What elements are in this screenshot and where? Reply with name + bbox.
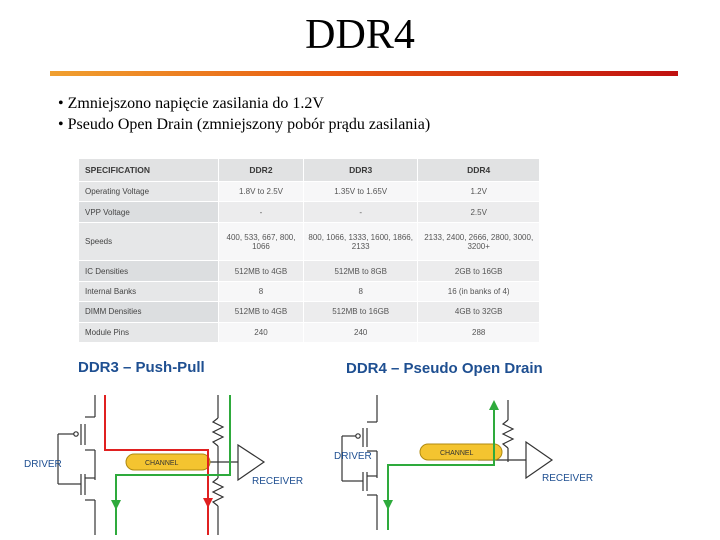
table-cell: 2GB to 16GB: [418, 261, 540, 281]
channel-label: CHANNEL: [440, 450, 474, 457]
table-row: [79, 302, 540, 322]
table-cell: Operating Voltage: [79, 182, 219, 202]
table-cell: DIMM Densities: [79, 302, 219, 322]
table-cell: 1.2V: [418, 182, 540, 202]
spec-table: [78, 158, 540, 343]
table-cell: 8: [303, 281, 417, 301]
diagram-title: DDR3 – Push-Pull: [78, 359, 205, 376]
header-cell: DDR3: [303, 159, 417, 182]
receiver-buffer-icon: [238, 445, 264, 480]
table-row: [79, 222, 540, 261]
table-cell: 2133, 2400, 2666, 2800, 3000, 3200+: [418, 222, 540, 261]
termination-resistors: [213, 395, 223, 535]
table-cell: 2.5V: [418, 202, 540, 222]
arrow-down-icon: [383, 500, 393, 510]
header-cell: DDR4: [418, 159, 540, 182]
bullet-list: [58, 93, 430, 135]
bullet-item: • Zmniejszono napięcie zasilania do 1.2V: [58, 93, 430, 114]
table-cell: 512MB to 4GB: [219, 261, 304, 281]
table-cell: VPP Voltage: [79, 202, 219, 222]
ddr3-push-pull-diagram: [20, 350, 320, 540]
slide-title: DDR4: [305, 12, 415, 58]
table-cell: Internal Banks: [79, 281, 219, 301]
ddr4-pod-diagram: [328, 350, 628, 540]
current-path-green: [388, 405, 494, 530]
driver-label: DRIVER: [24, 459, 62, 470]
channel-label: CHANNEL: [145, 460, 179, 467]
table-row: [79, 322, 540, 342]
header-cell: SPECIFICATION: [79, 159, 219, 182]
table-cell: IC Densities: [79, 261, 219, 281]
driver-label: DRIVER: [334, 451, 372, 462]
title-divider: [50, 71, 678, 76]
driver-circuit: [58, 395, 95, 535]
termination-resistor: [503, 400, 513, 462]
table-cell: 288: [418, 322, 540, 342]
table-cell: 400, 533, 667, 800, 1066: [219, 222, 304, 261]
header-cell: DDR2: [219, 159, 304, 182]
receiver-label: RECEIVER: [252, 476, 304, 487]
table-cell: 1.35V to 1.65V: [303, 182, 417, 202]
table-cell: 8: [219, 281, 304, 301]
table-cell: 16 (in banks of 4): [418, 281, 540, 301]
table-cell: Speeds: [79, 222, 219, 261]
table-cell: 1.8V to 2.5V: [219, 182, 304, 202]
table-header-row: [79, 159, 540, 182]
table-cell: 4GB to 32GB: [418, 302, 540, 322]
diagram-title: DDR4 – Pseudo Open Drain: [346, 360, 543, 377]
arrow-down-icon: [111, 500, 121, 510]
table-cell: 512MB to 8GB: [303, 261, 417, 281]
bullet-item: • Pseudo Open Drain (zmniejszony pobór prądu zasilania): [58, 114, 430, 135]
table-cell: -: [303, 202, 417, 222]
table-cell: 512MB to 16GB: [303, 302, 417, 322]
table-cell: 240: [303, 322, 417, 342]
table-row: [79, 202, 540, 222]
driver-circuit: [342, 395, 377, 530]
receiver-label: RECEIVER: [542, 473, 594, 484]
table-cell: -: [219, 202, 304, 222]
arrow-up-icon: [489, 400, 499, 410]
table-cell: 800, 1066, 1333, 1600, 1866, 2133: [303, 222, 417, 261]
table-cell: 240: [219, 322, 304, 342]
table-row: [79, 261, 540, 281]
table-cell: 512MB to 4GB: [219, 302, 304, 322]
table-cell: Module Pins: [79, 322, 219, 342]
arrow-down-icon: [203, 498, 213, 508]
table-row: [79, 182, 540, 202]
table-row: [79, 281, 540, 301]
